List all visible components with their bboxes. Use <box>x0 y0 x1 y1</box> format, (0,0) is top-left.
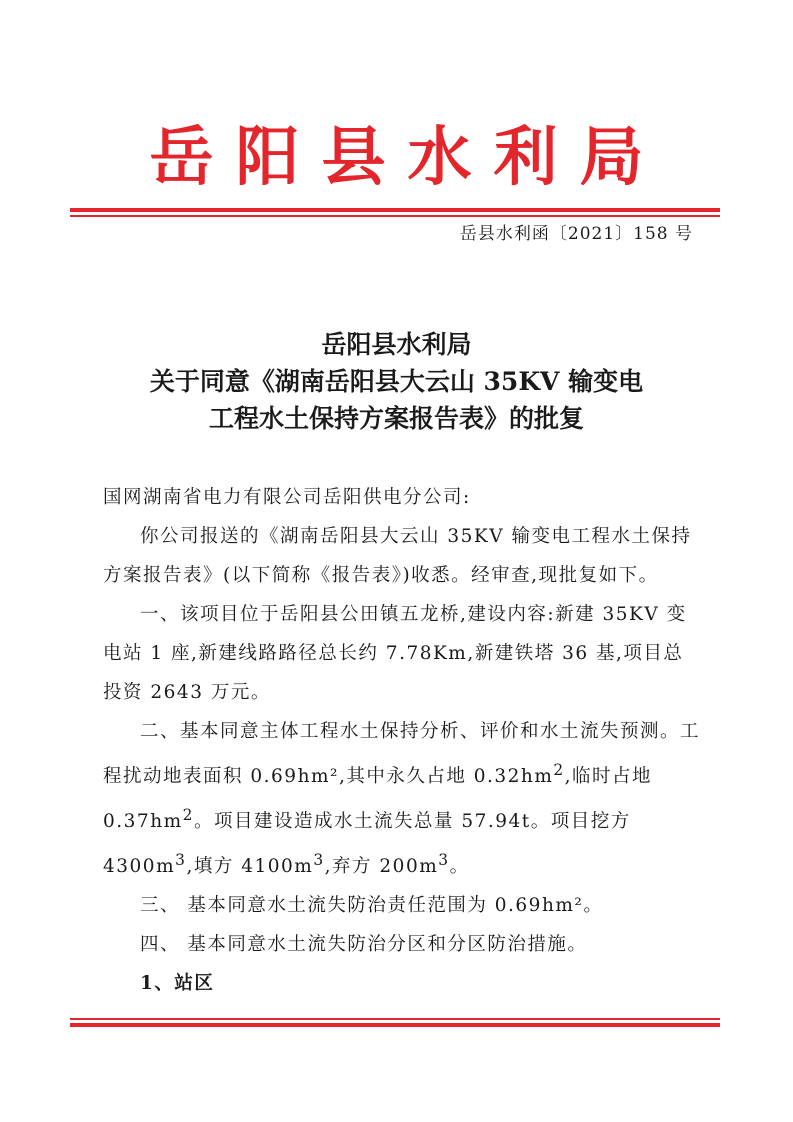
item-2-text-c: 。项目建设造成水土流失总量 57.94t。项目挖方 4300m <box>103 811 631 878</box>
superscript-2: 2 <box>182 806 194 825</box>
footer-divider-thick <box>70 1023 720 1027</box>
item-2-text-d: ,填方 4100m <box>186 856 314 878</box>
item-2-text-a: 二、基本同意主体工程水土保持分析、评价和水土流失预测。工程扰动地表面积 0.69hm²,其中永久占地 0.32hm <box>103 721 701 788</box>
title-line-3: 工程水土保持方案报告表》的批复 <box>208 404 584 433</box>
header-divider-thick <box>70 208 720 212</box>
footer-divider-thin <box>70 1018 720 1020</box>
document-body <box>103 478 703 1003</box>
item-5-heading: 1、站区 <box>140 973 215 995</box>
item-4-paragraph: 四、 基本同意水土流失防治分区和分区防治措施。 <box>140 934 588 956</box>
document-number: 岳县水利函〔2021〕158 号 <box>459 224 693 244</box>
item-1-paragraph: 一、该项目位于岳阳县公田镇五龙桥,建设内容:新建 35KV 变电站 1 座,新建线路路径总长约 7.78Km,新建铁塔 36 基,项目总投资 2643 万元。 <box>103 604 687 703</box>
title-line-2: 关于同意《湖南岳阳县大云山 35KV 输变电 <box>149 367 644 396</box>
recipient: 国网湖南省电力有限公司岳阳供电分公司: <box>103 487 471 508</box>
document-title <box>0 326 793 437</box>
title-line-1: 岳阳县水利局 <box>321 330 472 359</box>
superscript-3: 3 <box>175 851 187 870</box>
item-2-paragraph <box>103 712 703 886</box>
intro-paragraph: 你公司报送的《湖南岳阳县大云山 35KV 输变电工程水土保持方案报告表》(以下简称《报告表》)收悉。经审查,现批复如下。 <box>103 526 692 586</box>
header-divider-thin <box>70 215 720 217</box>
item-2-text-f: 。 <box>449 856 470 878</box>
superscript-3: 3 <box>438 851 450 870</box>
item-2-text-e: ,弃方 200m <box>324 856 439 878</box>
superscript-3: 3 <box>313 851 325 870</box>
item-3-paragraph: 三、 基本同意水土流失防治责任范围为 0.69hm²。 <box>140 895 604 917</box>
agency-header-title: 岳阳县水利局 <box>149 120 666 195</box>
superscript-2: 2 <box>553 761 565 779</box>
item-2-text-b: ,临时占地 0.37hm <box>103 766 653 833</box>
